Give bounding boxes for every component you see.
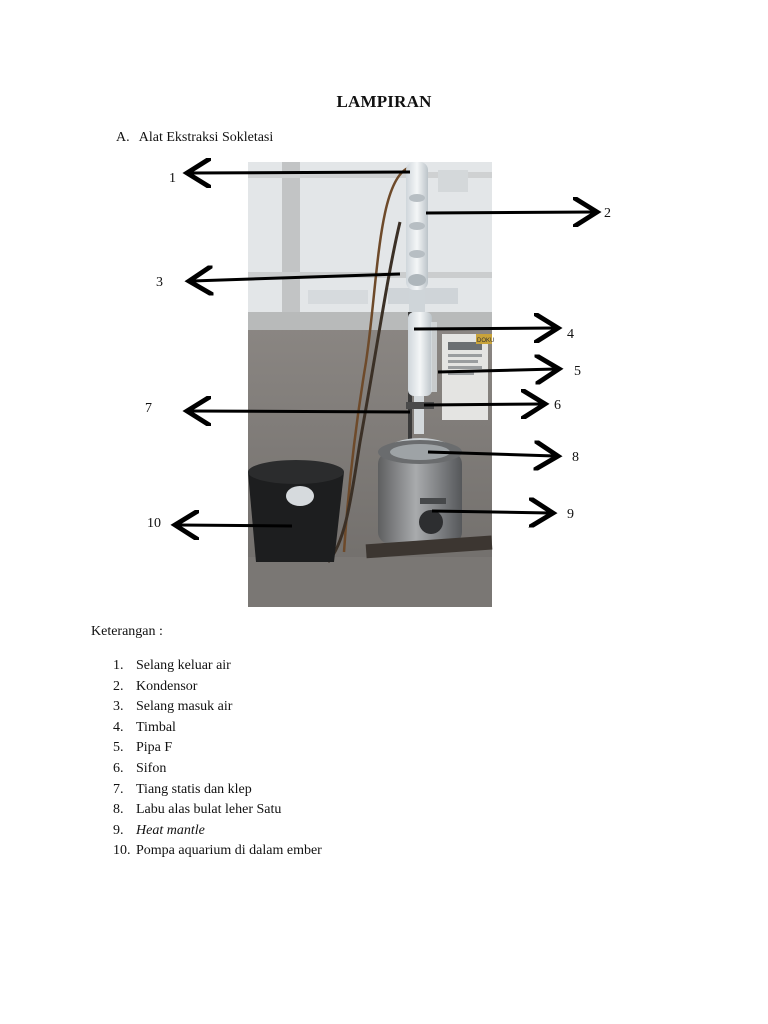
legend-item: 10. Pompa aquarium di dalam ember [113,843,322,859]
legend-item: 4. Timbal [113,719,176,735]
callout-8: 8 [572,450,579,465]
legend-item: 3. Selang masuk air [113,699,233,715]
arrow-8 [428,452,555,456]
arrow-4 [414,328,555,329]
legend-item: 8. Labu alas bulat leher Satu [113,802,282,818]
arrow-6 [424,404,542,405]
callout-9: 9 [567,507,574,522]
arrow-10 [178,525,292,526]
legend-item: 1. Selang keluar air [113,658,231,673]
legend-item: 2. Kondensor [113,678,198,694]
callout-1: 1 [169,171,176,186]
keterangan-label: Keterangan : [91,624,163,639]
callout-4: 4 [567,327,574,342]
page-title: LAMPIRAN [336,92,432,111]
section-letter: A. [116,130,130,145]
callout-10: 10 [147,516,161,531]
callout-7: 7 [145,401,152,416]
callout-5: 5 [574,364,581,379]
arrow-2 [426,212,594,213]
arrow-1 [190,172,410,173]
legend-item: 6. Sifon [113,760,167,776]
legend-list [113,656,322,862]
legend-item: 5. Pipa F [113,740,173,756]
callout-6: 6 [554,398,561,413]
callout-2: 2 [604,206,611,221]
svg-text:DOKU: DOKU [477,338,495,344]
legend-item: 9. Heat mantle [113,822,205,838]
arrow-9 [432,511,550,513]
arrow-3 [192,274,400,281]
section-label: Alat Ekstraksi Sokletasi [138,130,274,145]
callout-3: 3 [156,275,163,290]
legend-item: 7. Tiang statis dan klep [113,781,252,797]
arrow-7 [190,411,410,412]
arrow-5 [438,369,556,372]
